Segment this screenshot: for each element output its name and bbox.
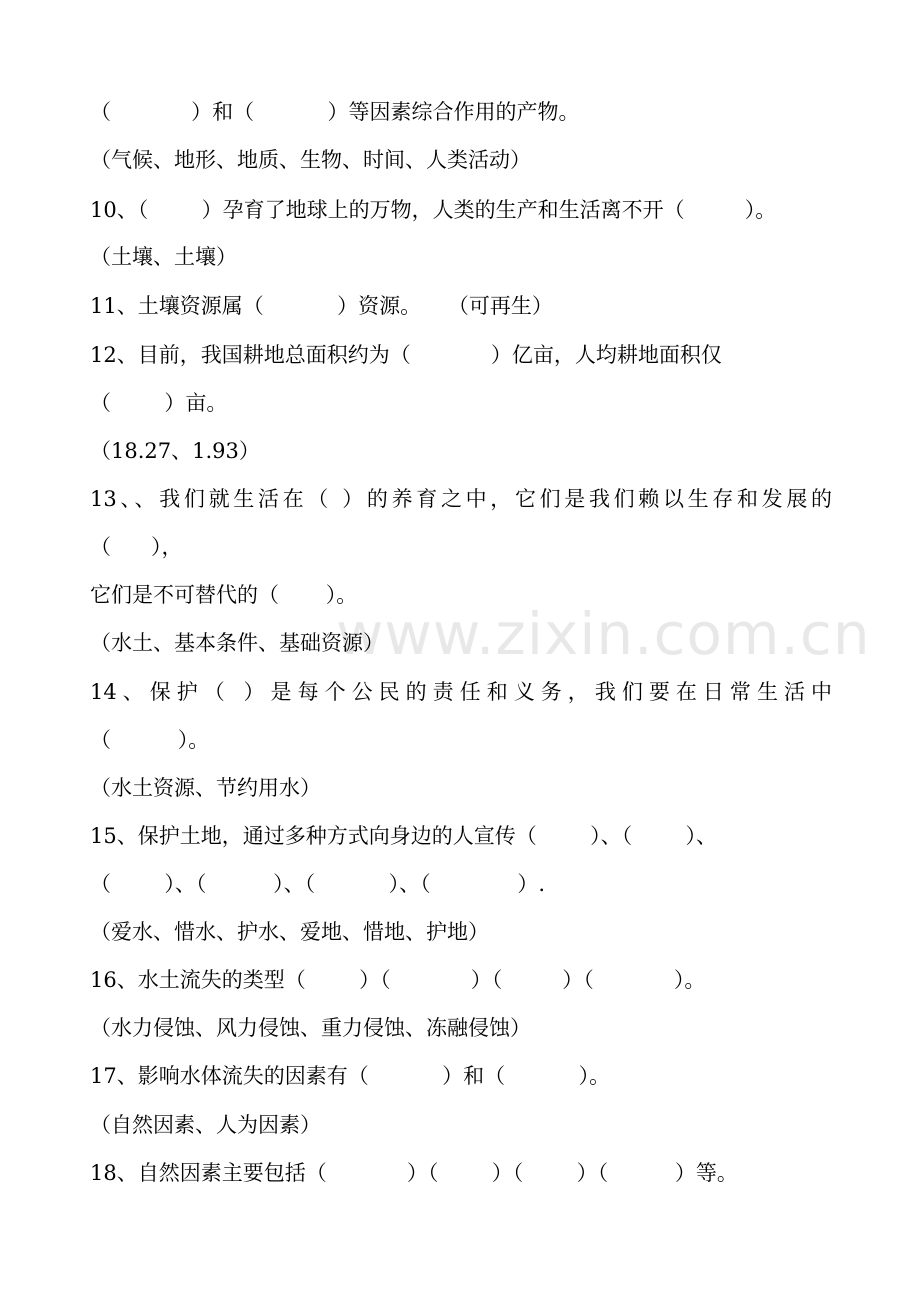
question-16: 16、水土流失的类型（ ）（ ）（ ）（ ）。 xyxy=(90,968,706,992)
question-10: 10、（ ）孕育了地球上的万物，人类的生产和生活离不开（ ）。 xyxy=(90,198,777,222)
answer-line-16: （水力侵蚀、风力侵蚀、重力侵蚀、冻融侵蚀） xyxy=(90,1016,531,1040)
question-12: 12、目前，我国耕地总面积约为（ ）亿亩，人均耕地面积仅 xyxy=(90,343,722,367)
question-11: 11、土壤资源属（ ）资源。 （可再生） xyxy=(90,294,553,318)
question-17: 17、影响水体流失的因素有（ ）和（ ）。 xyxy=(90,1064,611,1088)
watermark: www.zixin.com.cn xyxy=(336,600,871,668)
question-13-cont-2: 它们是不可替代的（ ）。 xyxy=(90,583,358,607)
answer-line-12: （18.27、1.93） xyxy=(90,439,260,463)
question-13: 13、、我们就生活在（ ）的养育之中，它们是我们赖以生存和发展的 xyxy=(90,487,832,511)
answer-line-10: （土壤、土壤） xyxy=(90,245,237,269)
question-15-cont: （ ）、（ ）、（ ）、（ ）. xyxy=(90,872,546,896)
text-line-continuation: （ ）和（ ）等因素综合作用的产物。 xyxy=(90,100,580,124)
answer-line-9: （气候、地形、地质、生物、时间、人类活动） xyxy=(90,148,531,172)
answer-line-17: （自然因素、人为因素） xyxy=(90,1113,321,1137)
question-14-cont: （ ）。 xyxy=(90,728,210,752)
question-18: 18、自然因素主要包括（ ）（ ）（ ）（ ）等。 xyxy=(90,1161,738,1185)
answer-line-13: （水土、基本条件、基础资源） xyxy=(90,631,384,655)
answer-line-15: （爱水、惜水、护水、爱地、惜地、护地） xyxy=(90,920,489,944)
question-14: 14、保护（ ）是每个公民的责任和义务，我们要在日常生活中 xyxy=(90,680,832,704)
question-15: 15、保护土地，通过多种方式向身边的人宣传（ ）、（ ）、 xyxy=(90,824,718,848)
question-13-cont: （ ）， xyxy=(90,535,183,559)
question-12-cont: （ ）亩。 xyxy=(90,391,228,415)
answer-line-14: （水土资源、节约用水） xyxy=(90,776,321,800)
